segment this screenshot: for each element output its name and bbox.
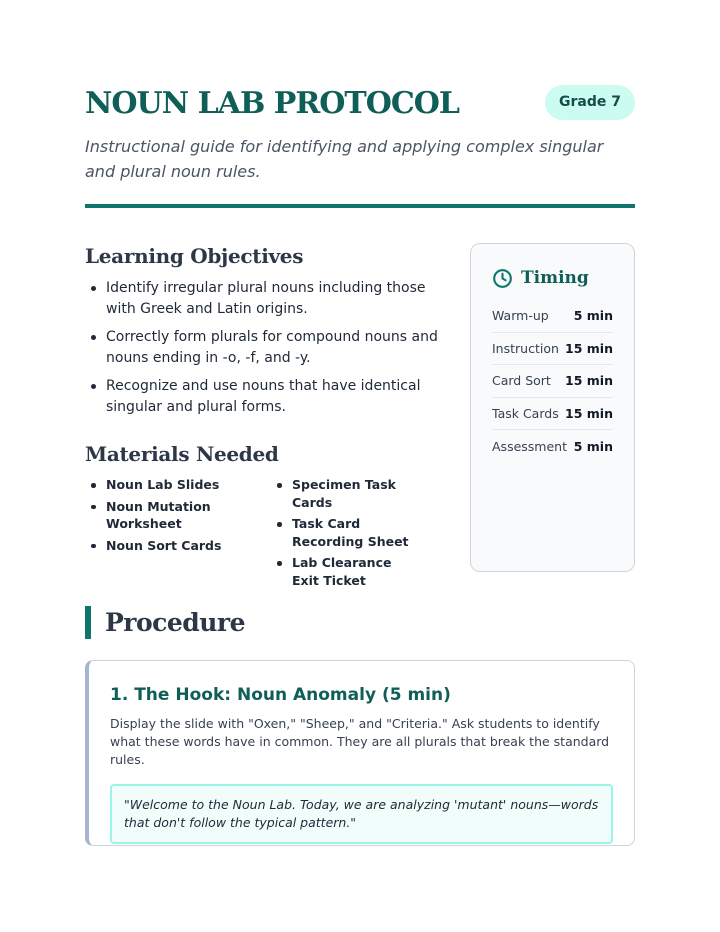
clock-icon	[492, 268, 513, 289]
timing-value: 15 min	[565, 373, 613, 389]
page-subtitle: Instructional guide for identifying and applying complex singular and plural noun rules.	[85, 137, 604, 181]
timing-label: Instruction	[492, 340, 559, 356]
timing-label: Warm-up	[492, 308, 549, 324]
materials-list-left	[85, 476, 235, 558]
objective-item: Correctly form plurals for compound nouns and nouns ending in -o, -f, and -y.	[85, 327, 445, 369]
timing-value: 15 min	[565, 340, 613, 356]
procedure-header	[85, 606, 245, 639]
timing-card	[470, 243, 635, 572]
material-item: Noun Sort Cards	[85, 537, 235, 555]
objectives-list	[85, 278, 445, 425]
timing-row	[492, 300, 613, 333]
procedure-heading: Procedure	[105, 608, 246, 637]
timing-row	[492, 365, 613, 398]
timing-header	[492, 266, 613, 290]
teacher-script-quote: "Welcome to the Noun Lab. Today, we are analyzing 'mutant' nouns—words that don't follow the typical pattern."	[110, 784, 613, 844]
timing-label: Card Sort	[492, 373, 551, 389]
timing-value: 5 min	[573, 308, 613, 324]
material-item: Task Card Recording Sheet	[271, 515, 421, 550]
objective-item: Identify irregular plural nouns including those with Greek and Latin origins.	[85, 278, 445, 320]
step-description: Display the slide with "Oxen," "Sheep," and "Criteria." Ask students to identify what these words have in common. They are all plurals that break the standard rules.	[110, 716, 610, 767]
materials-list-right	[271, 476, 421, 593]
step-title: 1. The Hook: Noun Anomaly (5 min)	[110, 685, 451, 705]
timing-row	[492, 333, 613, 366]
timing-label: Task Cards	[492, 406, 559, 422]
material-item: Noun Mutation Worksheet	[85, 498, 235, 533]
timing-row	[492, 398, 613, 431]
grade-badge: Grade 7	[545, 85, 635, 120]
objectives-heading: Learning Objectives	[85, 244, 304, 268]
page-title: NOUN LAB PROTOCOL	[85, 86, 459, 121]
materials-heading: Materials Needed	[85, 442, 279, 466]
material-item: Specimen Task Cards	[271, 476, 421, 511]
procedure-accent-bar	[85, 606, 91, 639]
page-header	[85, 84, 635, 124]
timing-value: 15 min	[565, 406, 613, 422]
material-item: Lab Clearance Exit Ticket	[271, 554, 421, 589]
timing-label: Assessment	[492, 439, 567, 455]
header-divider	[85, 204, 635, 208]
objective-item: Recognize and use nouns that have identical singular and plural forms.	[85, 376, 445, 418]
timing-heading: Timing	[521, 268, 589, 288]
timing-row	[492, 430, 613, 463]
procedure-step-card	[85, 660, 635, 846]
material-item: Noun Lab Slides	[85, 476, 235, 494]
timing-value: 5 min	[573, 439, 613, 455]
